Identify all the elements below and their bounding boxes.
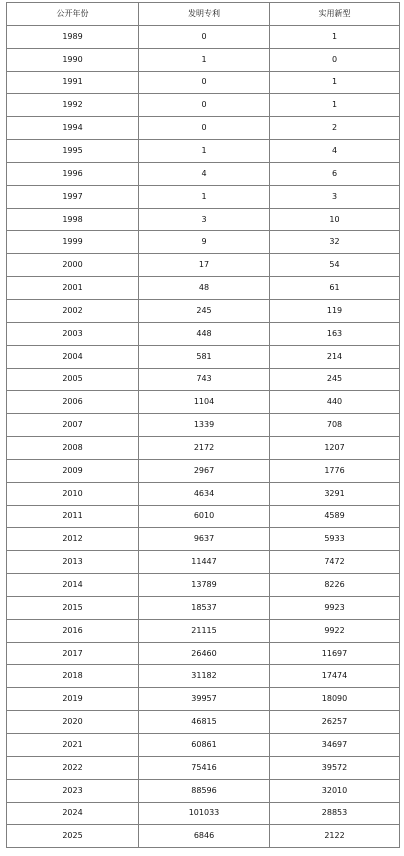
utility-model-cell: 6 [270,162,400,185]
table-row [7,505,400,528]
utility-model-cell: 10 [270,208,400,231]
utility-model-cell: 7472 [270,551,400,574]
invention-patent-cell: 4 [139,162,270,185]
invention-patent-cell: 21115 [139,619,270,642]
year-cell: 2014 [7,574,139,597]
table-row [7,756,400,779]
utility-model-cell: 17474 [270,665,400,688]
year-cell: 2013 [7,551,139,574]
invention-patent-cell: 1 [139,48,270,71]
table-row [7,482,400,505]
table-row [7,574,400,597]
column-header-invention-patent: 发明专利 [139,3,270,26]
utility-model-cell: 4589 [270,505,400,528]
utility-model-cell: 28853 [270,802,400,825]
year-cell: 2012 [7,528,139,551]
invention-patent-cell: 31182 [139,665,270,688]
utility-model-cell: 9923 [270,596,400,619]
patent-count-table [6,2,400,848]
year-cell: 2001 [7,277,139,300]
utility-model-cell: 32 [270,231,400,254]
year-cell: 1992 [7,94,139,117]
table-row [7,208,400,231]
year-cell: 2020 [7,711,139,734]
table-row [7,345,400,368]
utility-model-cell: 1776 [270,459,400,482]
table-row [7,299,400,322]
year-cell: 2005 [7,368,139,391]
year-cell: 2011 [7,505,139,528]
table-row [7,322,400,345]
table-row [7,231,400,254]
year-cell: 2008 [7,437,139,460]
invention-patent-cell: 18537 [139,596,270,619]
year-cell: 2009 [7,459,139,482]
table-row [7,254,400,277]
year-cell: 1990 [7,48,139,71]
invention-patent-cell: 1 [139,140,270,163]
utility-model-cell: 1 [270,71,400,94]
table-row [7,459,400,482]
table-row [7,94,400,117]
table-row [7,688,400,711]
table-row [7,48,400,71]
invention-patent-cell: 11447 [139,551,270,574]
year-cell: 1989 [7,25,139,48]
table-row [7,619,400,642]
utility-model-cell: 39572 [270,756,400,779]
invention-patent-cell: 101033 [139,802,270,825]
year-cell: 2018 [7,665,139,688]
table-row [7,71,400,94]
table-row [7,665,400,688]
year-cell: 1999 [7,231,139,254]
utility-model-cell: 11697 [270,642,400,665]
table-row [7,414,400,437]
invention-patent-cell: 6010 [139,505,270,528]
invention-patent-cell: 1339 [139,414,270,437]
table-row [7,368,400,391]
table-row [7,551,400,574]
utility-model-cell: 2122 [270,825,400,848]
year-cell: 2002 [7,299,139,322]
invention-patent-cell: 75416 [139,756,270,779]
invention-patent-cell: 9637 [139,528,270,551]
invention-patent-cell: 581 [139,345,270,368]
year-cell: 1995 [7,140,139,163]
table-row [7,596,400,619]
table-row [7,25,400,48]
invention-patent-cell: 13789 [139,574,270,597]
year-cell: 1991 [7,71,139,94]
utility-model-cell: 1207 [270,437,400,460]
year-cell: 1998 [7,208,139,231]
invention-patent-cell: 60861 [139,734,270,757]
invention-patent-cell: 17 [139,254,270,277]
invention-patent-cell: 39957 [139,688,270,711]
year-cell: 2015 [7,596,139,619]
utility-model-cell: 119 [270,299,400,322]
year-cell: 2003 [7,322,139,345]
table-header-row [7,3,400,26]
invention-patent-cell: 1104 [139,391,270,414]
invention-patent-cell: 245 [139,299,270,322]
year-cell: 2022 [7,756,139,779]
table-row [7,711,400,734]
invention-patent-cell: 0 [139,71,270,94]
utility-model-cell: 3291 [270,482,400,505]
year-cell: 1997 [7,185,139,208]
utility-model-cell: 0 [270,48,400,71]
year-cell: 1996 [7,162,139,185]
utility-model-cell: 708 [270,414,400,437]
table-row [7,391,400,414]
invention-patent-cell: 2967 [139,459,270,482]
year-cell: 2016 [7,619,139,642]
utility-model-cell: 214 [270,345,400,368]
invention-patent-cell: 9 [139,231,270,254]
table-row [7,277,400,300]
utility-model-cell: 8226 [270,574,400,597]
utility-model-cell: 26257 [270,711,400,734]
invention-patent-cell: 88596 [139,779,270,802]
table-row [7,779,400,802]
utility-model-cell: 32010 [270,779,400,802]
year-cell: 2017 [7,642,139,665]
invention-patent-cell: 1 [139,185,270,208]
utility-model-cell: 18090 [270,688,400,711]
utility-model-cell: 1 [270,94,400,117]
table-row [7,140,400,163]
invention-patent-cell: 46815 [139,711,270,734]
table-row [7,825,400,848]
table-row [7,185,400,208]
utility-model-cell: 54 [270,254,400,277]
invention-patent-cell: 3 [139,208,270,231]
utility-model-cell: 5933 [270,528,400,551]
year-cell: 2006 [7,391,139,414]
table-body [7,25,400,847]
year-cell: 2019 [7,688,139,711]
utility-model-cell: 9922 [270,619,400,642]
column-header-year: 公开年份 [7,3,139,26]
invention-patent-cell: 743 [139,368,270,391]
utility-model-cell: 163 [270,322,400,345]
year-cell: 2000 [7,254,139,277]
table-row [7,528,400,551]
invention-patent-cell: 4634 [139,482,270,505]
invention-patent-cell: 0 [139,25,270,48]
utility-model-cell: 34697 [270,734,400,757]
table-row [7,802,400,825]
table-row [7,642,400,665]
utility-model-cell: 245 [270,368,400,391]
table-row [7,162,400,185]
year-cell: 1994 [7,117,139,140]
table-row [7,734,400,757]
table-row [7,437,400,460]
utility-model-cell: 4 [270,140,400,163]
utility-model-cell: 61 [270,277,400,300]
year-cell: 2025 [7,825,139,848]
year-cell: 2023 [7,779,139,802]
utility-model-cell: 440 [270,391,400,414]
invention-patent-cell: 2172 [139,437,270,460]
column-header-utility-model: 实用新型 [270,3,400,26]
invention-patent-cell: 6846 [139,825,270,848]
invention-patent-cell: 48 [139,277,270,300]
invention-patent-cell: 0 [139,94,270,117]
invention-patent-cell: 448 [139,322,270,345]
utility-model-cell: 3 [270,185,400,208]
year-cell: 2004 [7,345,139,368]
invention-patent-cell: 0 [139,117,270,140]
year-cell: 2021 [7,734,139,757]
table-row [7,117,400,140]
utility-model-cell: 2 [270,117,400,140]
invention-patent-cell: 26460 [139,642,270,665]
year-cell: 2010 [7,482,139,505]
year-cell: 2024 [7,802,139,825]
year-cell: 2007 [7,414,139,437]
utility-model-cell: 1 [270,25,400,48]
